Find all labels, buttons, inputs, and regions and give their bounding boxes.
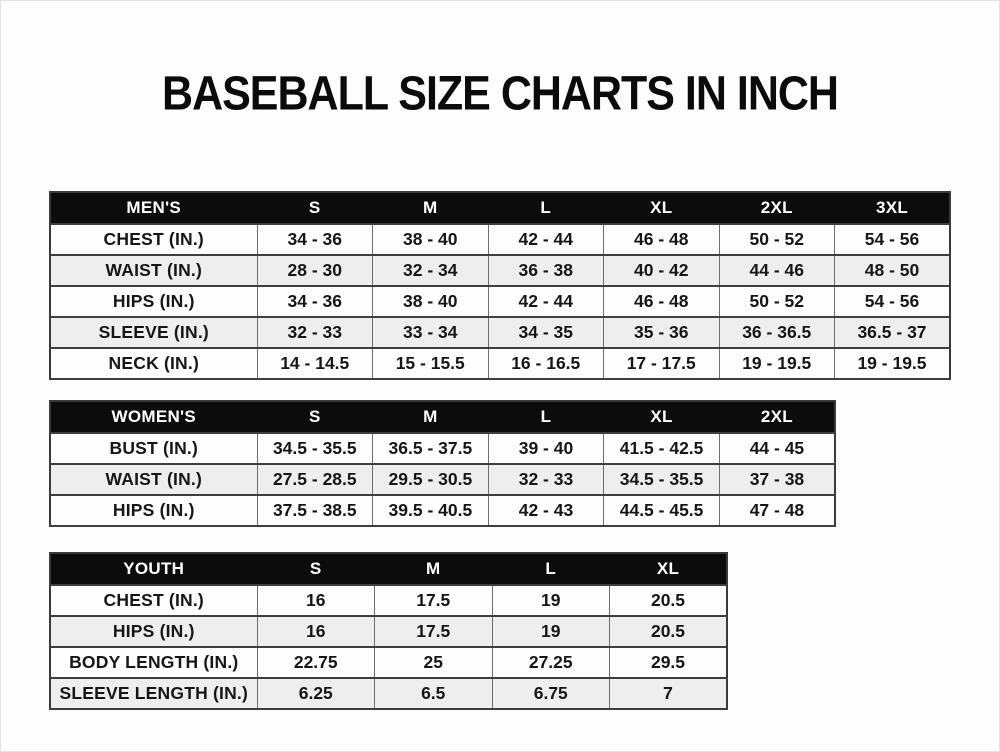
table-row [50, 495, 835, 526]
size-value-cell: 6.5 [375, 678, 493, 709]
table-row [50, 224, 950, 255]
table-row [50, 647, 727, 678]
size-value-cell: 29.5 - 30.5 [373, 464, 489, 495]
size-value-cell: 34.5 - 35.5 [257, 433, 373, 464]
table-row [50, 678, 727, 709]
size-value-cell: 32 - 34 [373, 255, 489, 286]
table-row [50, 317, 950, 348]
row-label-cell: CHEST (IN.) [50, 585, 257, 616]
size-value-cell: 44.5 - 45.5 [604, 495, 720, 526]
size-value-cell: 54 - 56 [835, 286, 951, 317]
size-value-cell: 54 - 56 [835, 224, 951, 255]
size-value-cell: 6.25 [257, 678, 375, 709]
size-value-cell: 7 [610, 678, 728, 709]
row-label-cell: HIPS (IN.) [50, 616, 257, 647]
table-row [50, 616, 727, 647]
size-value-cell: 41.5 - 42.5 [604, 433, 720, 464]
size-column-header: S [257, 553, 375, 585]
table-row [50, 464, 835, 495]
row-label-cell: HIPS (IN.) [50, 495, 257, 526]
size-column-header: XL [604, 192, 720, 224]
row-label-cell: WAIST (IN.) [50, 255, 257, 286]
size-value-cell: 27.25 [492, 647, 610, 678]
row-label-cell: HIPS (IN.) [50, 286, 257, 317]
size-column-header: S [257, 192, 373, 224]
size-value-cell: 46 - 48 [604, 224, 720, 255]
size-column-header: L [488, 401, 604, 433]
table-header-row [50, 192, 950, 224]
size-value-cell: 42 - 44 [488, 286, 604, 317]
size-value-cell: 22.75 [257, 647, 375, 678]
size-column-header: S [257, 401, 373, 433]
size-value-cell: 39 - 40 [488, 433, 604, 464]
row-label-cell: CHEST (IN.) [50, 224, 257, 255]
table-row [50, 585, 727, 616]
size-column-header: 2XL [719, 401, 835, 433]
row-label-cell: SLEEVE LENGTH (IN.) [50, 678, 257, 709]
table-section-title-cell: MEN'S [50, 192, 257, 224]
size-value-cell: 17 - 17.5 [604, 348, 720, 379]
size-value-cell: 48 - 50 [835, 255, 951, 286]
mens-size-table [49, 191, 951, 380]
size-value-cell: 19 [492, 616, 610, 647]
table-header-row [50, 553, 727, 585]
table-row [50, 348, 950, 379]
size-value-cell: 36 - 36.5 [719, 317, 835, 348]
size-value-cell: 37.5 - 38.5 [257, 495, 373, 526]
size-column-header: L [488, 192, 604, 224]
size-value-cell: 38 - 40 [373, 224, 489, 255]
size-value-cell: 34 - 36 [257, 286, 373, 317]
size-value-cell: 32 - 33 [257, 317, 373, 348]
size-value-cell: 44 - 46 [719, 255, 835, 286]
size-column-header: M [373, 401, 489, 433]
size-value-cell: 35 - 36 [604, 317, 720, 348]
youth-size-table [49, 552, 728, 710]
size-value-cell: 16 [257, 616, 375, 647]
row-label-cell: BODY LENGTH (IN.) [50, 647, 257, 678]
size-value-cell: 37 - 38 [719, 464, 835, 495]
table-header-row [50, 401, 835, 433]
size-value-cell: 28 - 30 [257, 255, 373, 286]
size-value-cell: 34.5 - 35.5 [604, 464, 720, 495]
size-value-cell: 20.5 [610, 616, 728, 647]
table-section-title-cell: YOUTH [50, 553, 257, 585]
size-value-cell: 44 - 45 [719, 433, 835, 464]
size-column-header: L [492, 553, 610, 585]
table-row [50, 286, 950, 317]
size-value-cell: 29.5 [610, 647, 728, 678]
size-column-header: M [373, 192, 489, 224]
size-value-cell: 42 - 44 [488, 224, 604, 255]
size-column-header: 3XL [835, 192, 951, 224]
size-value-cell: 36.5 - 37 [835, 317, 951, 348]
size-value-cell: 14 - 14.5 [257, 348, 373, 379]
size-value-cell: 27.5 - 28.5 [257, 464, 373, 495]
size-value-cell: 40 - 42 [604, 255, 720, 286]
size-column-header: M [375, 553, 493, 585]
size-value-cell: 38 - 40 [373, 286, 489, 317]
row-label-cell: BUST (IN.) [50, 433, 257, 464]
row-label-cell: WAIST (IN.) [50, 464, 257, 495]
row-label-cell: NECK (IN.) [50, 348, 257, 379]
size-value-cell: 16 - 16.5 [488, 348, 604, 379]
size-value-cell: 15 - 15.5 [373, 348, 489, 379]
size-value-cell: 36 - 38 [488, 255, 604, 286]
size-value-cell: 34 - 36 [257, 224, 373, 255]
size-value-cell: 42 - 43 [488, 495, 604, 526]
size-column-header: XL [610, 553, 728, 585]
size-value-cell: 6.75 [492, 678, 610, 709]
size-value-cell: 47 - 48 [719, 495, 835, 526]
page-title: BASEBALL SIZE CHARTS IN INCH [162, 67, 838, 121]
size-value-cell: 16 [257, 585, 375, 616]
size-column-header: XL [604, 401, 720, 433]
size-value-cell: 46 - 48 [604, 286, 720, 317]
size-value-cell: 19 - 19.5 [835, 348, 951, 379]
size-value-cell: 50 - 52 [719, 286, 835, 317]
table-row [50, 433, 835, 464]
table-row [50, 255, 950, 286]
size-value-cell: 34 - 35 [488, 317, 604, 348]
size-value-cell: 50 - 52 [719, 224, 835, 255]
size-value-cell: 33 - 34 [373, 317, 489, 348]
size-value-cell: 17.5 [375, 616, 493, 647]
womens-size-table [49, 400, 836, 527]
size-column-header: 2XL [719, 192, 835, 224]
size-value-cell: 20.5 [610, 585, 728, 616]
table-section-title-cell: WOMEN'S [50, 401, 257, 433]
size-value-cell: 19 - 19.5 [719, 348, 835, 379]
size-value-cell: 32 - 33 [488, 464, 604, 495]
size-value-cell: 17.5 [375, 585, 493, 616]
size-value-cell: 39.5 - 40.5 [373, 495, 489, 526]
row-label-cell: SLEEVE (IN.) [50, 317, 257, 348]
size-value-cell: 36.5 - 37.5 [373, 433, 489, 464]
size-value-cell: 25 [375, 647, 493, 678]
size-value-cell: 19 [492, 585, 610, 616]
